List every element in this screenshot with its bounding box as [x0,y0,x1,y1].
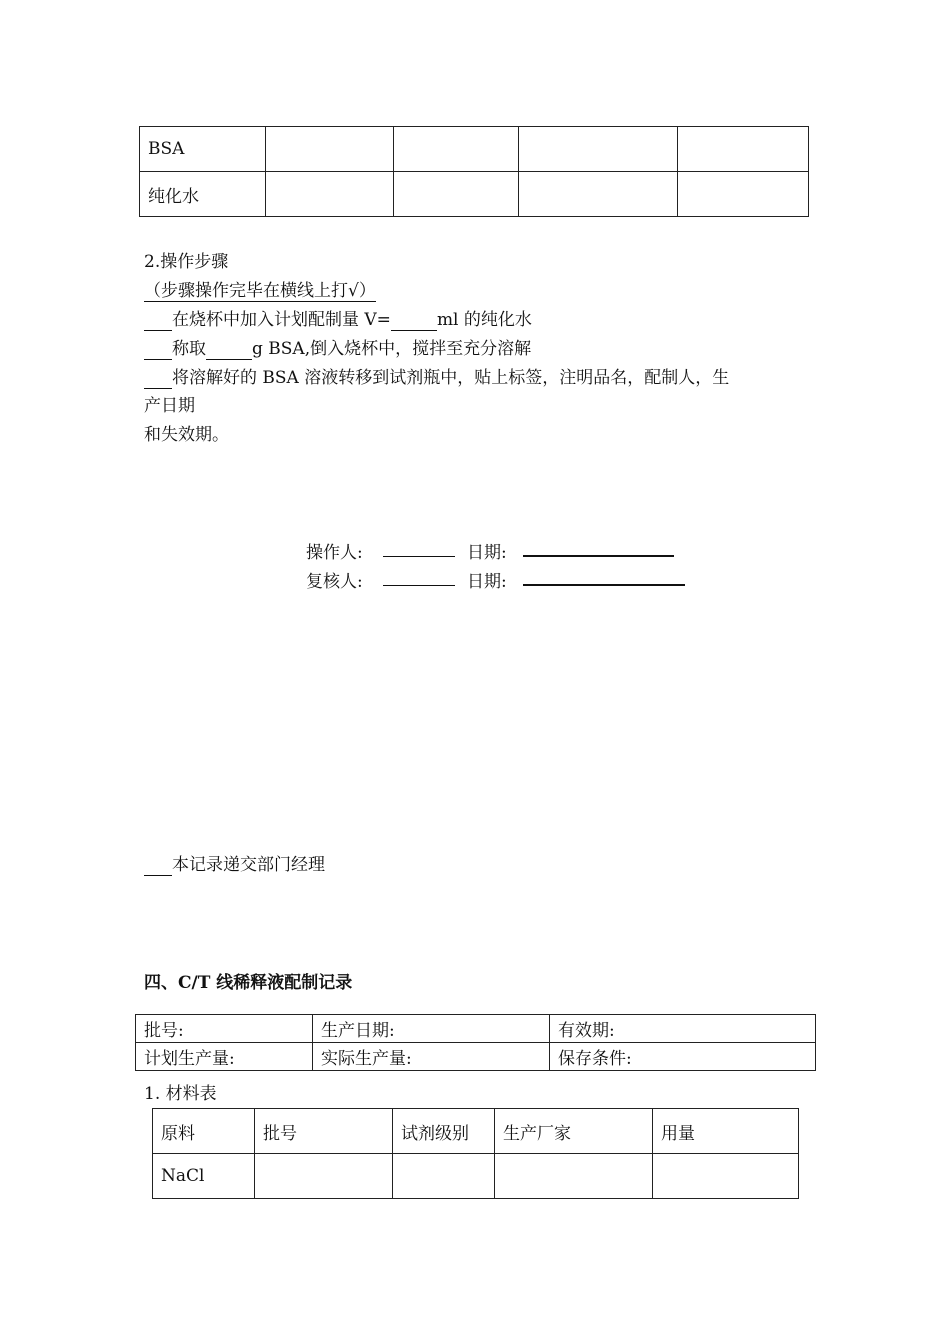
step-3-cont: 产日期 [144,396,195,416]
step-1 [144,309,532,331]
date-blank[interactable] [523,555,674,557]
header-cell: 试剂级别 [393,1109,495,1154]
step-2-text-pre: 称取 [172,339,206,359]
date-label: 日期: [467,543,507,563]
table-cell [519,172,678,217]
material-name-cell: BSA [140,127,266,172]
header-cell: 原料 [153,1109,255,1154]
table-cell [255,1154,393,1199]
reviewer-label: 复核人: [306,572,363,592]
mass-blank[interactable] [206,341,252,360]
table-cell [495,1154,653,1199]
date-label: 日期: [467,572,507,592]
step-3 [144,367,729,389]
submit-line [144,854,325,876]
check-blank[interactable] [144,341,172,360]
material-name-cell: 纯化水 [140,172,266,217]
step-1-text-pre: 在烧杯中加入计划配制量 V= [172,310,391,330]
section-heading: 四、C/T 线稀释液配制记录 [144,973,353,993]
table-cell [393,1154,495,1199]
production-date-field: 生产日期: [313,1015,550,1043]
materials-table [152,1108,799,1199]
header-cell: 批号 [255,1109,393,1154]
expiry-field: 有效期: [550,1015,816,1043]
batch-field: 批号: [136,1015,313,1043]
table-cell [394,172,519,217]
step-1-text-post: ml 的纯化水 [436,310,532,330]
step-3-cont-2: 和失效期。 [144,425,229,445]
table-cell [266,172,394,217]
table-cell [266,127,394,172]
check-blank[interactable] [144,857,172,876]
steps-note-text: （步骤操作完毕在横线上打√） [144,281,376,301]
operator-label: 操作人: [306,543,363,563]
header-cell: 生产厂家 [495,1109,653,1154]
table-cell [394,127,519,172]
step-2 [144,338,531,360]
reviewer-blank[interactable] [383,585,455,586]
material-name-cell: NaCl [153,1154,255,1199]
steps-note [144,280,376,302]
header-cell: 用量 [653,1109,799,1154]
materials-title: 1. 材料表 [144,1084,217,1104]
step-2-text-post: g BSA,倒入烧杯中，搅拌至充分溶解 [252,339,532,359]
storage-field: 保存条件: [550,1043,816,1071]
table-cell [653,1154,799,1199]
check-blank[interactable] [144,370,172,389]
check-blank[interactable] [144,312,172,331]
operator-blank[interactable] [383,556,455,557]
volume-blank[interactable] [391,312,437,331]
planned-quantity-field: 计划生产量: [136,1043,313,1071]
table-cell [678,172,809,217]
date-blank[interactable] [523,584,685,586]
table-cell [519,127,678,172]
steps-title: 2.操作步骤 [144,252,229,272]
actual-quantity-field: 实际生产量: [313,1043,550,1071]
table-cell [678,127,809,172]
batch-info-table [135,1014,816,1071]
material-table-continued [139,126,809,217]
submit-text: 本记录递交部门经理 [172,855,325,875]
step-3-text: 将溶解好的 BSA 溶液转移到试剂瓶中，贴上标签，注明品名，配制人，生 [172,368,730,388]
